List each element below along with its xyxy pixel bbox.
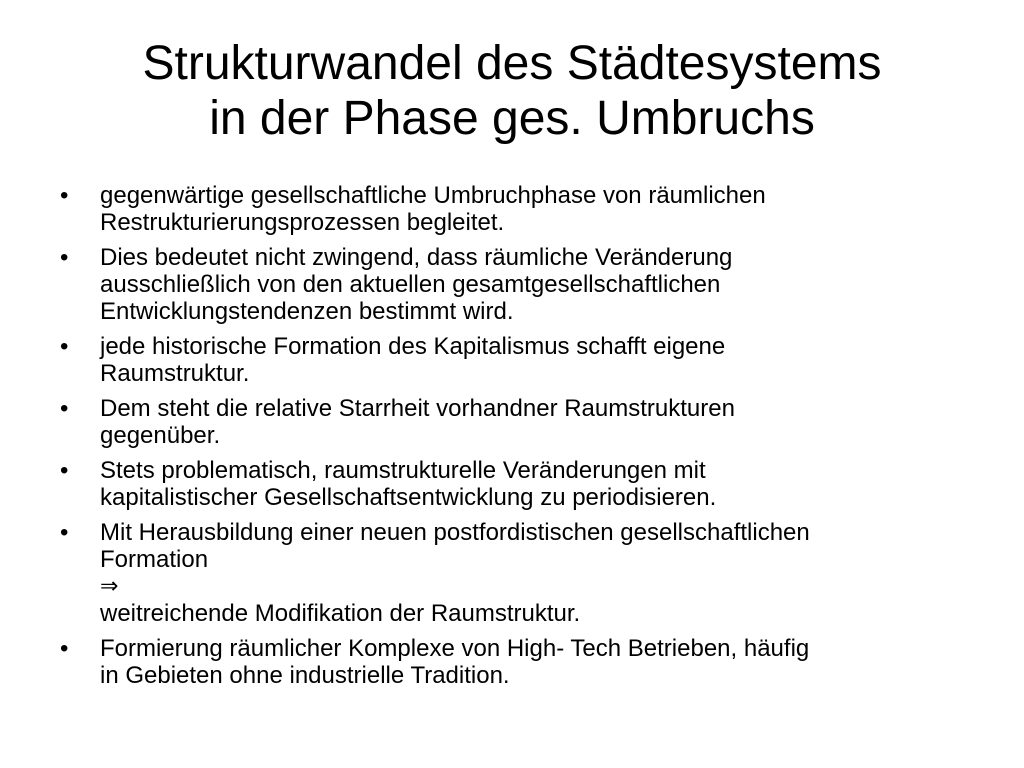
bullet-icon: • — [60, 244, 69, 271]
bullet-7-line-1: Formierung räumlicher Komplexe von High- Tech Betrieben, häufig — [100, 635, 810, 662]
bullet-item-1 — [58, 182, 958, 236]
bullet-3-line-2: Raumstruktur. — [100, 360, 250, 387]
bullet-item-5 — [58, 457, 958, 511]
bullet-4-line-1: Dem steht die relative Starrheit vorhandner Raumstrukturen — [100, 395, 735, 422]
bullet-item-2 — [58, 244, 958, 325]
bullet-1-line-1: gegenwärtige gesellschaftliche Umbruchphase von räumlichen — [100, 182, 766, 209]
slide-title — [40, 36, 984, 146]
bullet-text-2 — [100, 244, 958, 325]
slide-title-line-2: in der Phase ges. Umbruchs — [209, 92, 815, 145]
bullet-text-4 — [100, 395, 958, 449]
bullet-item-4 — [58, 395, 958, 449]
bullet-5-line-2: kapitalistischer Gesellschaftsentwicklung zu periodisieren. — [100, 484, 717, 511]
bullet-icon: • — [60, 182, 69, 209]
bullet-1-line-2: Restrukturierungsprozessen begleitet. — [100, 209, 505, 236]
bullet-2-line-2: ausschließlich von den aktuellen gesamtgesellschaftlichen — [100, 271, 721, 298]
slide-title-line-1: Strukturwandel des Städtesystems — [142, 37, 882, 90]
implies-arrow-icon: ⇒ — [100, 574, 119, 599]
bullet-item-3 — [58, 333, 958, 387]
bullet-text-5 — [100, 457, 958, 511]
bullet-text-6 — [100, 519, 958, 627]
bullet-7-line-2: in Gebieten ohne industrielle Tradition. — [100, 662, 510, 689]
bullet-icon: • — [60, 519, 69, 546]
bullet-list — [58, 182, 958, 697]
bullet-text-1 — [100, 182, 958, 236]
bullet-2-line-3: Entwicklungstendenzen bestimmt wird. — [100, 298, 514, 325]
bullet-6-line-1: Mit Herausbildung einer neuen postfordistischen gesellschaftlichen — [100, 519, 810, 546]
bullet-text-7 — [100, 635, 958, 689]
bullet-3-line-1: jede historische Formation des Kapitalismus schafft eigene — [100, 333, 726, 360]
bullet-4-line-2: gegenüber. — [100, 422, 221, 449]
bullet-item-6 — [58, 519, 958, 627]
bullet-item-7 — [58, 635, 958, 689]
bullet-2-line-1: Dies bedeutet nicht zwingend, dass räumliche Veränderung — [100, 244, 733, 271]
bullet-text-3 — [100, 333, 958, 387]
bullet-icon: • — [60, 395, 69, 422]
bullet-6-formation-text: Formation — [100, 546, 209, 573]
bullet-6-line-2 — [100, 546, 958, 627]
bullet-icon: • — [60, 457, 69, 484]
bullet-6-modification-text: weitreichende Modifikation der Raumstruktur. — [100, 600, 581, 627]
bullet-icon: • — [60, 635, 69, 662]
bullet-5-line-1: Stets problematisch, raumstrukturelle Veränderungen mit — [100, 457, 706, 484]
bullet-icon: • — [60, 333, 69, 360]
